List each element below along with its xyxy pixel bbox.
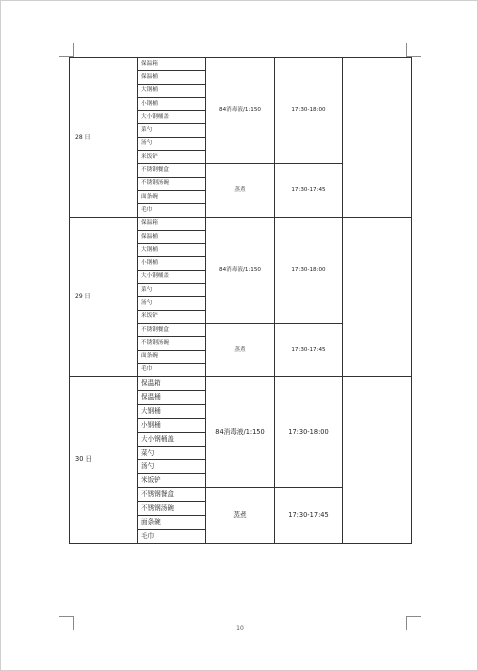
crop-mark-bottom-right <box>407 616 421 617</box>
item-cell: 米饭铲 <box>138 310 206 323</box>
item-cell: 小钢桶 <box>138 257 206 270</box>
item-cell: 面条碗 <box>138 350 206 363</box>
item-cell: 不锈钢汤碗 <box>138 337 206 350</box>
time-cell: 17:30-18:00 <box>275 217 343 323</box>
item-cell: 米饭铲 <box>138 151 206 164</box>
item-cell: 不锈钢汤碗 <box>138 502 206 516</box>
method-cell: 蒸煮 <box>206 488 275 544</box>
note-cell <box>343 58 412 218</box>
item-cell: 保温桶 <box>138 71 206 84</box>
time-cell: 17:30-17:45 <box>275 164 343 217</box>
item-cell: 保温箱 <box>138 58 206 71</box>
item-cell: 不锈钢餐盒 <box>138 323 206 336</box>
item-cell: 保温桶 <box>138 391 206 405</box>
method-cell: 84消毒液/1:150 <box>206 377 275 488</box>
method-cell: 蒸煮 <box>206 164 275 217</box>
item-cell: 面条碗 <box>138 190 206 203</box>
item-cell: 大钢桶 <box>138 244 206 257</box>
date-cell: 28 日 <box>70 58 138 218</box>
method-cell: 蒸煮 <box>206 323 275 376</box>
crop-mark-top-right <box>406 43 407 57</box>
time-cell: 17:30-17:45 <box>275 488 343 544</box>
note-cell <box>343 377 412 544</box>
crop-mark-bottom-left <box>59 616 73 617</box>
item-cell: 菜勺 <box>138 124 206 137</box>
table-row <box>70 217 412 230</box>
item-cell: 大钢桶 <box>138 404 206 418</box>
date-cell: 29 日 <box>70 217 138 377</box>
item-cell: 小钢桶 <box>138 97 206 110</box>
date-cell: 30 日 <box>70 377 138 544</box>
disinfection-record-table <box>69 57 412 544</box>
item-cell: 毛巾 <box>138 363 206 376</box>
table-row <box>70 58 412 71</box>
item-cell: 保温箱 <box>138 377 206 391</box>
item-cell: 汤勺 <box>138 137 206 150</box>
page-number: 10 <box>236 625 244 632</box>
item-cell: 不锈钢餐盒 <box>138 488 206 502</box>
item-cell: 毛巾 <box>138 529 206 543</box>
method-cell: 84消毒液/1:150 <box>206 58 275 164</box>
item-cell: 汤勺 <box>138 297 206 310</box>
item-cell: 菜勺 <box>138 284 206 297</box>
item-cell: 大钢桶 <box>138 84 206 97</box>
item-cell: 大小钢桶盖 <box>138 111 206 124</box>
crop-mark-top-left <box>73 43 74 57</box>
item-cell: 菜勺 <box>138 446 206 460</box>
item-cell: 大小钢桶盖 <box>138 270 206 283</box>
method-cell: 84消毒液/1:150 <box>206 217 275 323</box>
item-cell: 小钢桶 <box>138 418 206 432</box>
item-cell: 面条碗 <box>138 516 206 530</box>
table-row <box>70 377 412 391</box>
item-cell: 米饭铲 <box>138 474 206 488</box>
time-cell: 17:30-17:45 <box>275 323 343 376</box>
item-cell: 保温箱 <box>138 217 206 230</box>
item-cell: 保温桶 <box>138 230 206 243</box>
item-cell: 大小钢桶盖 <box>138 432 206 446</box>
item-cell: 汤勺 <box>138 460 206 474</box>
time-cell: 17:30-18:00 <box>275 377 343 488</box>
item-cell: 不锈钢餐盒 <box>138 164 206 177</box>
note-cell <box>343 217 412 377</box>
item-cell: 不锈钢汤碗 <box>138 177 206 190</box>
time-cell: 17:30-18:00 <box>275 58 343 164</box>
item-cell: 毛巾 <box>138 204 206 217</box>
